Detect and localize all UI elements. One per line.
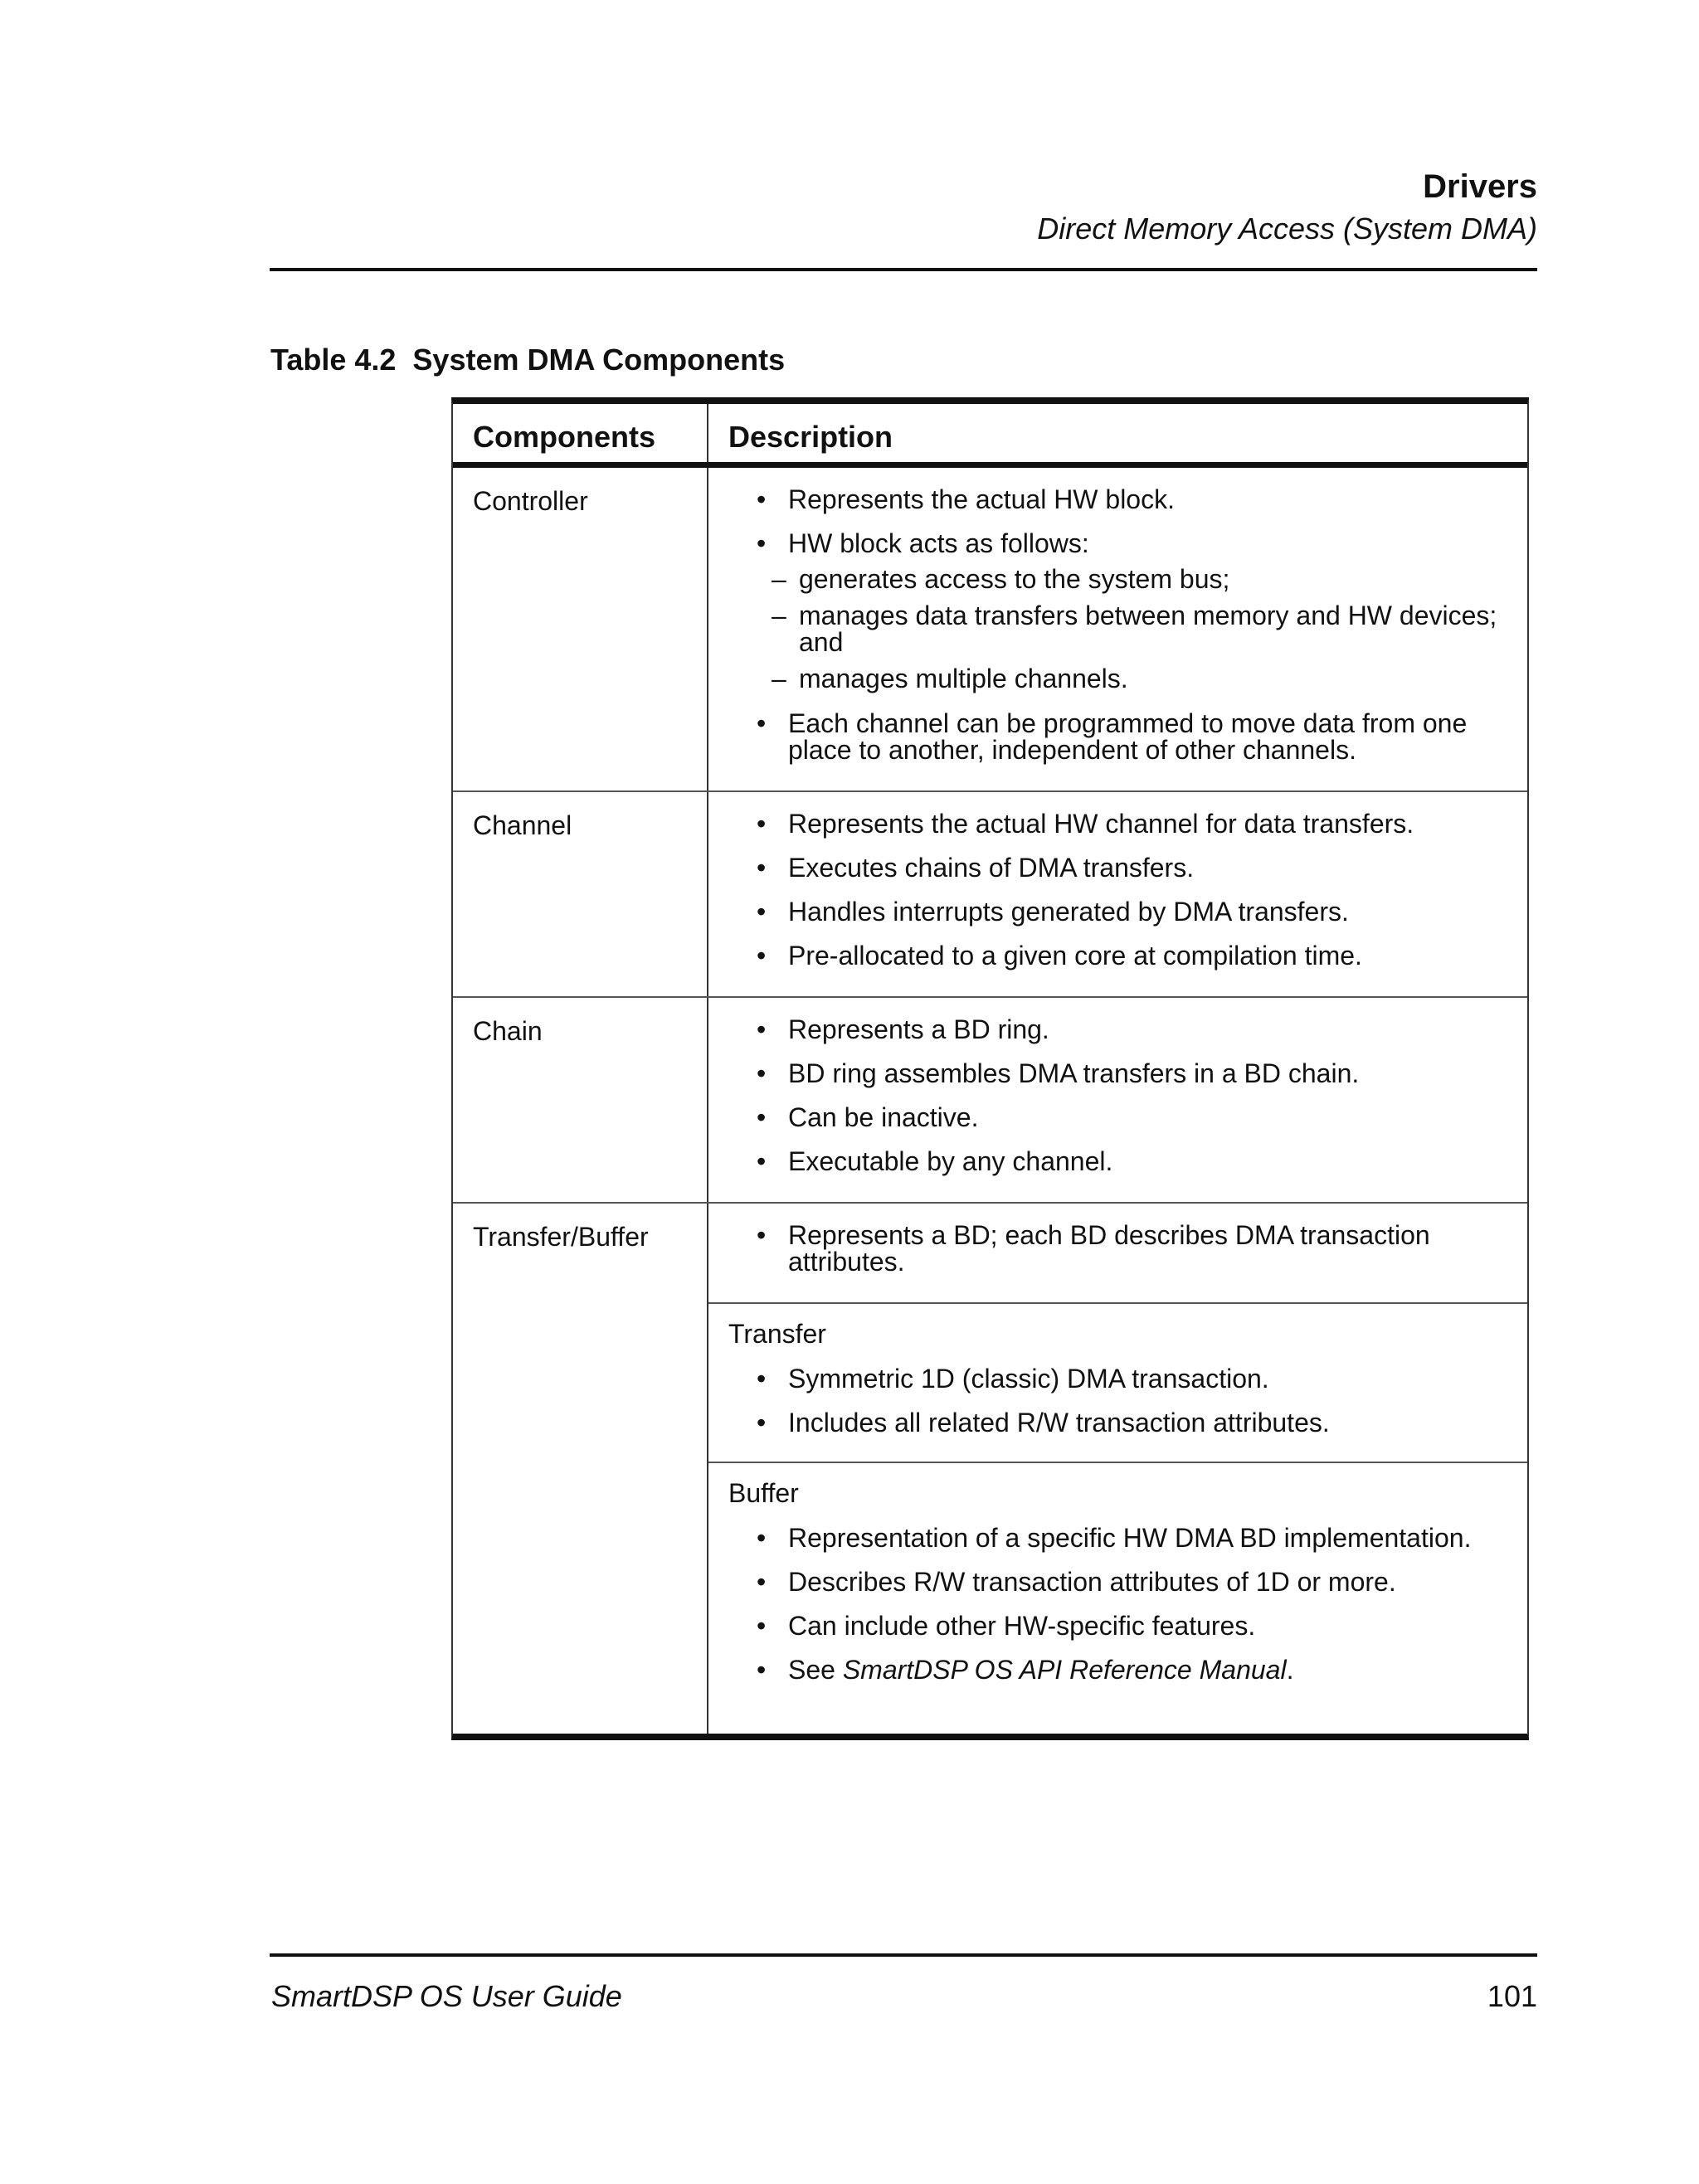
list-item: • HW block acts as follows: xyxy=(757,528,1089,558)
page-number: 101 xyxy=(1487,1979,1537,2013)
component-name: Transfer/Buffer xyxy=(453,1204,708,1734)
bullet-icon: • xyxy=(757,941,767,970)
list-item: • Describes R/W transaction attributes of 1D or more. xyxy=(757,1567,1396,1597)
header-description: Description xyxy=(728,420,893,454)
subsection-label: Buffer xyxy=(728,1478,799,1508)
sub-list-item: – manages data transfers between memory and HW devices; and xyxy=(772,601,1497,657)
list-item: • Represents a BD; each BD describes DMA transaction attributes. xyxy=(757,1220,1430,1277)
component-name: Controller xyxy=(453,468,708,790)
bullet-icon: • xyxy=(757,1014,767,1044)
list-item: • Each channel can be programmed to move data from one place to another, independent of other channels. xyxy=(757,708,1468,765)
bullet-icon: • xyxy=(757,1058,767,1088)
list-item: • See SmartDSP OS API Reference Manual. xyxy=(757,1655,1294,1685)
dash-icon: – xyxy=(772,564,786,594)
list-item: • Can be inactive. xyxy=(757,1102,979,1132)
buffer-subsection xyxy=(708,1462,1527,1734)
bullet-icon: • xyxy=(757,897,767,927)
table-row xyxy=(453,1204,1527,1734)
footer-rule xyxy=(270,1953,1537,1957)
reference-manual-link[interactable]: SmartDSP OS API Reference Manual xyxy=(842,1655,1287,1685)
list-item: • Symmetric 1D (classic) DMA transaction. xyxy=(757,1364,1269,1394)
component-description xyxy=(708,468,1527,790)
bullet-icon: • xyxy=(757,484,767,514)
bullet-icon: • xyxy=(757,1146,767,1176)
list-item: • Handles interrupts generated by DMA transfers. xyxy=(757,897,1349,927)
list-item: • Can include other HW-specific features. xyxy=(757,1611,1256,1641)
table-row xyxy=(453,998,1527,1204)
list-item: • Pre-allocated to a given core at compilation time. xyxy=(757,941,1362,970)
bullet-icon: • xyxy=(757,853,767,883)
table-row xyxy=(453,468,1527,792)
bullet-icon: • xyxy=(757,1523,767,1553)
bullet-icon: • xyxy=(757,809,767,839)
transfer-subsection xyxy=(708,1302,1527,1462)
component-description xyxy=(708,998,1527,1202)
list-item: • Executable by any channel. xyxy=(757,1146,1113,1176)
component-description xyxy=(708,792,1527,996)
dash-icon: – xyxy=(772,664,786,693)
bullet-icon: • xyxy=(757,1408,767,1437)
component-name: Channel xyxy=(453,792,708,996)
table-row xyxy=(453,792,1527,998)
sub-list-item: – manages multiple channels. xyxy=(772,664,1128,693)
list-item: • Executes chains of DMA transfers. xyxy=(757,853,1195,883)
sub-list-item: – generates access to the system bus; xyxy=(772,564,1230,594)
subsection-label: Transfer xyxy=(728,1319,826,1349)
bullet-icon: • xyxy=(757,528,767,558)
components-table xyxy=(451,397,1529,1740)
running-header-title: Drivers xyxy=(1423,168,1537,205)
running-header-subtitle: Direct Memory Access (System DMA) xyxy=(1037,212,1537,246)
dash-icon: – xyxy=(772,601,786,630)
bullet-icon: • xyxy=(757,1364,767,1394)
table-title: System DMA Components xyxy=(412,343,786,377)
list-item: • BD ring assembles DMA transfers in a BD chain. xyxy=(757,1058,1360,1088)
table-header-row xyxy=(453,404,1527,468)
bullet-icon: • xyxy=(757,708,767,738)
list-item: • Representation of a specific HW DMA BD implementation. xyxy=(757,1523,1472,1553)
list-item: • Represents a BD ring. xyxy=(757,1014,1049,1044)
list-item: • Represents the actual HW channel for data transfers. xyxy=(757,809,1414,839)
table-number: Table 4.2 xyxy=(270,343,397,377)
header-components: Components xyxy=(453,404,708,462)
header-rule xyxy=(270,268,1537,271)
list-item: • Represents the actual HW block. xyxy=(757,484,1175,514)
bullet-icon: • xyxy=(757,1655,767,1685)
bullet-icon: • xyxy=(757,1611,767,1641)
component-name: Chain xyxy=(453,998,708,1202)
footer-doc-title: SmartDSP OS User Guide xyxy=(271,1979,622,2013)
bullet-icon: • xyxy=(757,1567,767,1597)
bullet-icon: • xyxy=(757,1102,767,1132)
bullet-icon: • xyxy=(757,1220,767,1250)
component-description xyxy=(708,1204,1527,1734)
list-item: • Includes all related R/W transaction attributes. xyxy=(757,1408,1330,1437)
table-caption xyxy=(270,342,785,378)
